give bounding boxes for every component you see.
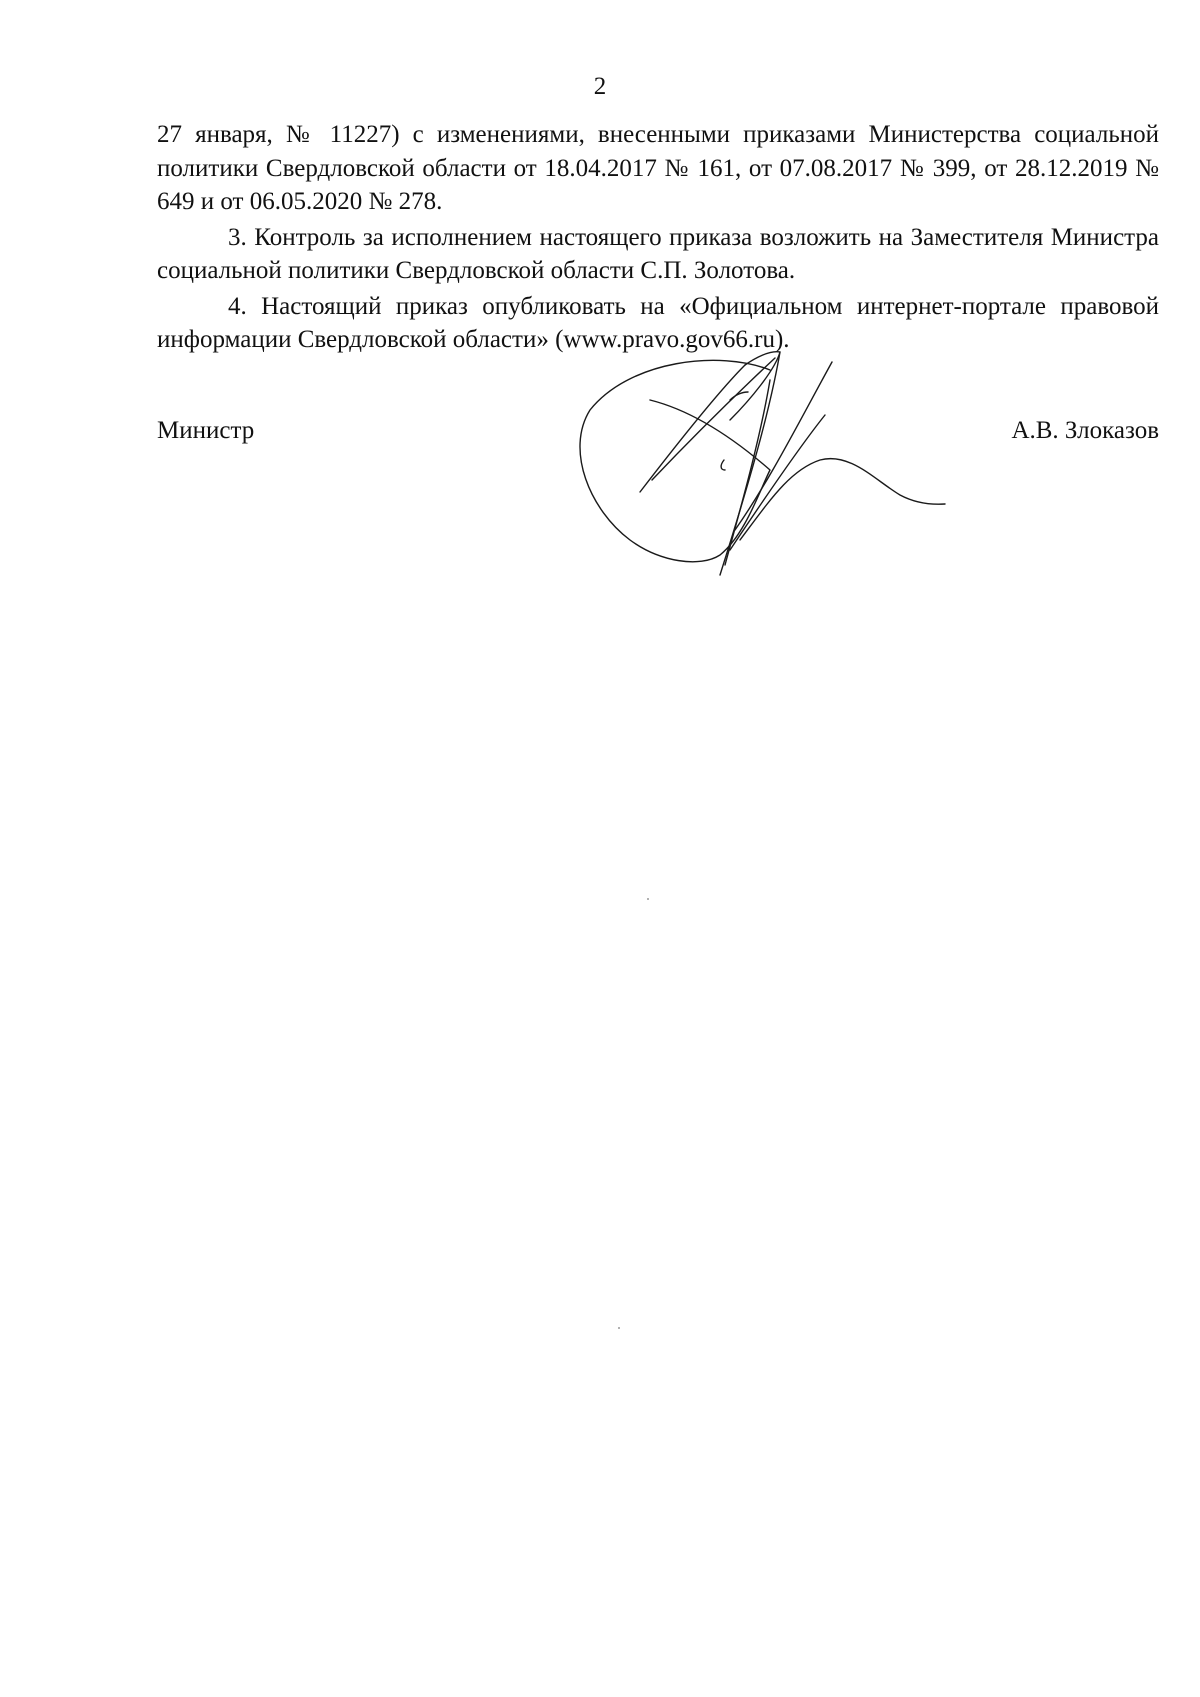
scan-speck <box>647 898 649 900</box>
paragraph-3: 3. Контроль за исполнением настоящего приказа возложить на Заместителя Министра социальной политики Свердловской области С.П. Золотова. <box>157 223 1159 284</box>
scan-speck <box>618 1327 620 1329</box>
paragraph-continuation: 27 января, № 11227) с изменениями, внесенными приказами Министерства социальной политики Свердловской области от 18.04.2017 № 161, от 07.08.2017 № 399, от 28.12.2019 № 649 и от 06.05.2020 № 278. <box>157 121 1159 215</box>
signatory-position: Министр <box>157 417 255 444</box>
signatory-name: А.В. Злоказов <box>1011 417 1159 444</box>
document-body <box>157 118 1159 357</box>
paragraph-4: 4. Настоящий приказ опубликовать на «Официальном интернет-портале правовой информации Свердловской области» (www.pravo.gov66.ru). <box>157 292 1159 353</box>
handwritten-signature <box>570 340 970 590</box>
signature-block <box>157 414 1159 448</box>
page-number: 2 <box>593 73 607 100</box>
